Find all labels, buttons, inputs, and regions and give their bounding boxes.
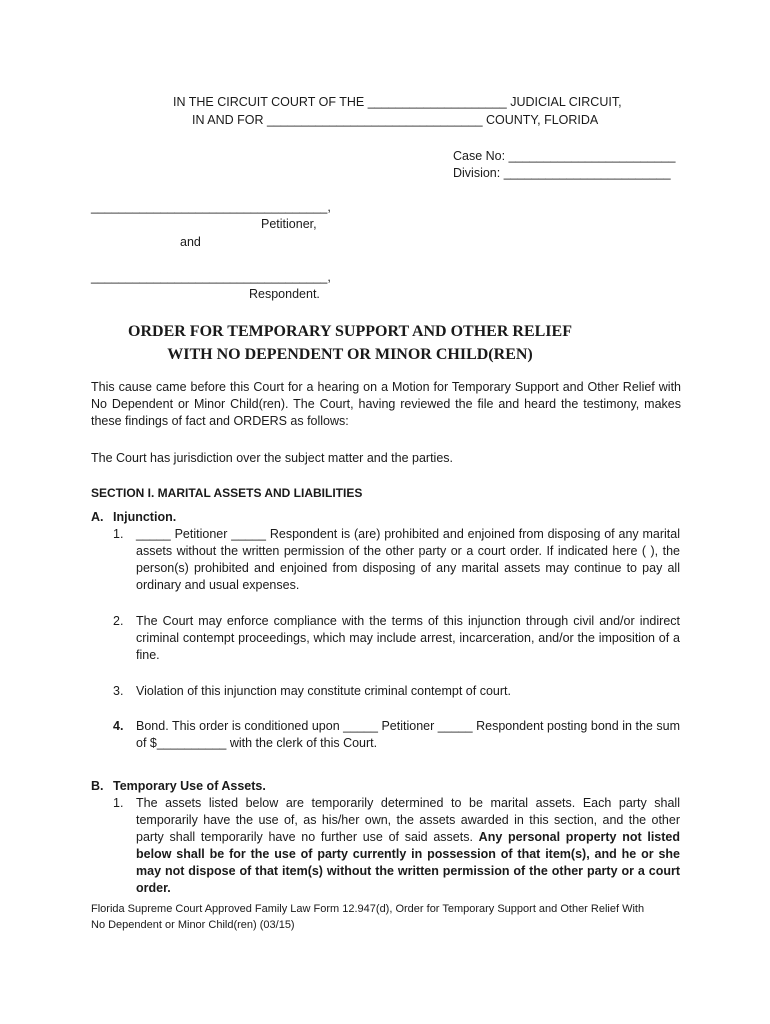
item-b1-bold-text: Any personal property not listed below shall be for the use of party currently in possession of that item(s), and he or she may not dispose of that item(s) without the written permission of the other party or a court order. <box>136 830 681 895</box>
case-number-field: Case No: ________________________ <box>453 149 676 163</box>
document-title-line-2: WITH NO DEPENDENT OR MINOR CHILD(REN) <box>167 346 533 363</box>
division-field: Division: ________________________ <box>453 166 671 180</box>
item-a3-text: Violation of this injunction may constitute criminal contempt of court. <box>136 684 511 698</box>
document-title-line-1: ORDER FOR TEMPORARY SUPPORT AND OTHER RELIEF <box>128 323 572 340</box>
item-a3-number: 3. <box>113 684 124 698</box>
petitioner-name-line: __________________________________, <box>91 200 331 214</box>
section-1-heading: SECTION I. MARITAL ASSETS AND LIABILITIES <box>91 486 363 500</box>
respondent-label: Respondent. <box>249 287 320 301</box>
subsection-b-title: Temporary Use of Assets. <box>113 779 266 793</box>
item-a2-number: 2. <box>113 614 124 628</box>
item-a2-text: The Court may enforce compliance with the terms of this injunction through civil and/or indirect criminal contempt proceedings, which may include arrest, incarceration, and/or the imposition of a fine. <box>136 614 680 662</box>
item-a1-text: _____ Petitioner _____ Respondent is (are) prohibited and enjoined from disposing of any marital assets without the written permission of the other party or a court order. If indicated here ( ), the person(s) prohibited and enjoined from disposing of any marital assets may continue to pay all ordinary and usual expenses. <box>136 527 680 592</box>
item-b1-number: 1. <box>113 796 124 810</box>
footer-line-2: No Dependent or Minor Child(ren) (03/15) <box>91 919 295 931</box>
jurisdiction-statement: The Court has jurisdiction over the subject matter and the parties. <box>91 451 453 465</box>
item-a4-number: 4. <box>113 719 124 733</box>
item-b1-text <box>136 795 680 897</box>
court-line-2: IN AND FOR _______________________________ COUNTY, FLORIDA <box>192 113 599 127</box>
item-b1-plain-text: The assets listed below are temporarily determined to be marital assets. Each party shall temporarily have the use of, as his/her own, the assets awarded in this section, and the other party shall temporarily have no further use of said assets. <box>136 796 680 844</box>
intro-paragraph: This cause came before this Court for a hearing on a Motion for Temporary Support and Other Relief with No Dependent or Minor Child(ren). The Court, having reviewed the file and heard the testimony, makes these findings of fact and ORDERS as follows: <box>91 380 681 428</box>
item-a1-number: 1. <box>113 527 124 541</box>
subsection-a-title: Injunction. <box>113 510 177 524</box>
court-line-1: IN THE CIRCUIT COURT OF THE ____________________ JUDICIAL CIRCUIT, <box>173 95 622 109</box>
item-a4-text: Bond. This order is conditioned upon _____ Petitioner _____ Respondent posting bond in the sum of $__________ with the clerk of this Court. <box>136 719 680 750</box>
subsection-a-letter: A. <box>91 510 104 524</box>
subsection-b-letter: B. <box>91 779 104 793</box>
footer-line-1: Florida Supreme Court Approved Family Law Form 12.947(d), Order for Temporary Support and Other Relief With <box>91 903 645 915</box>
and-label: and <box>180 235 201 249</box>
respondent-name-line: __________________________________, <box>91 270 331 284</box>
petitioner-label: Petitioner, <box>261 217 317 231</box>
